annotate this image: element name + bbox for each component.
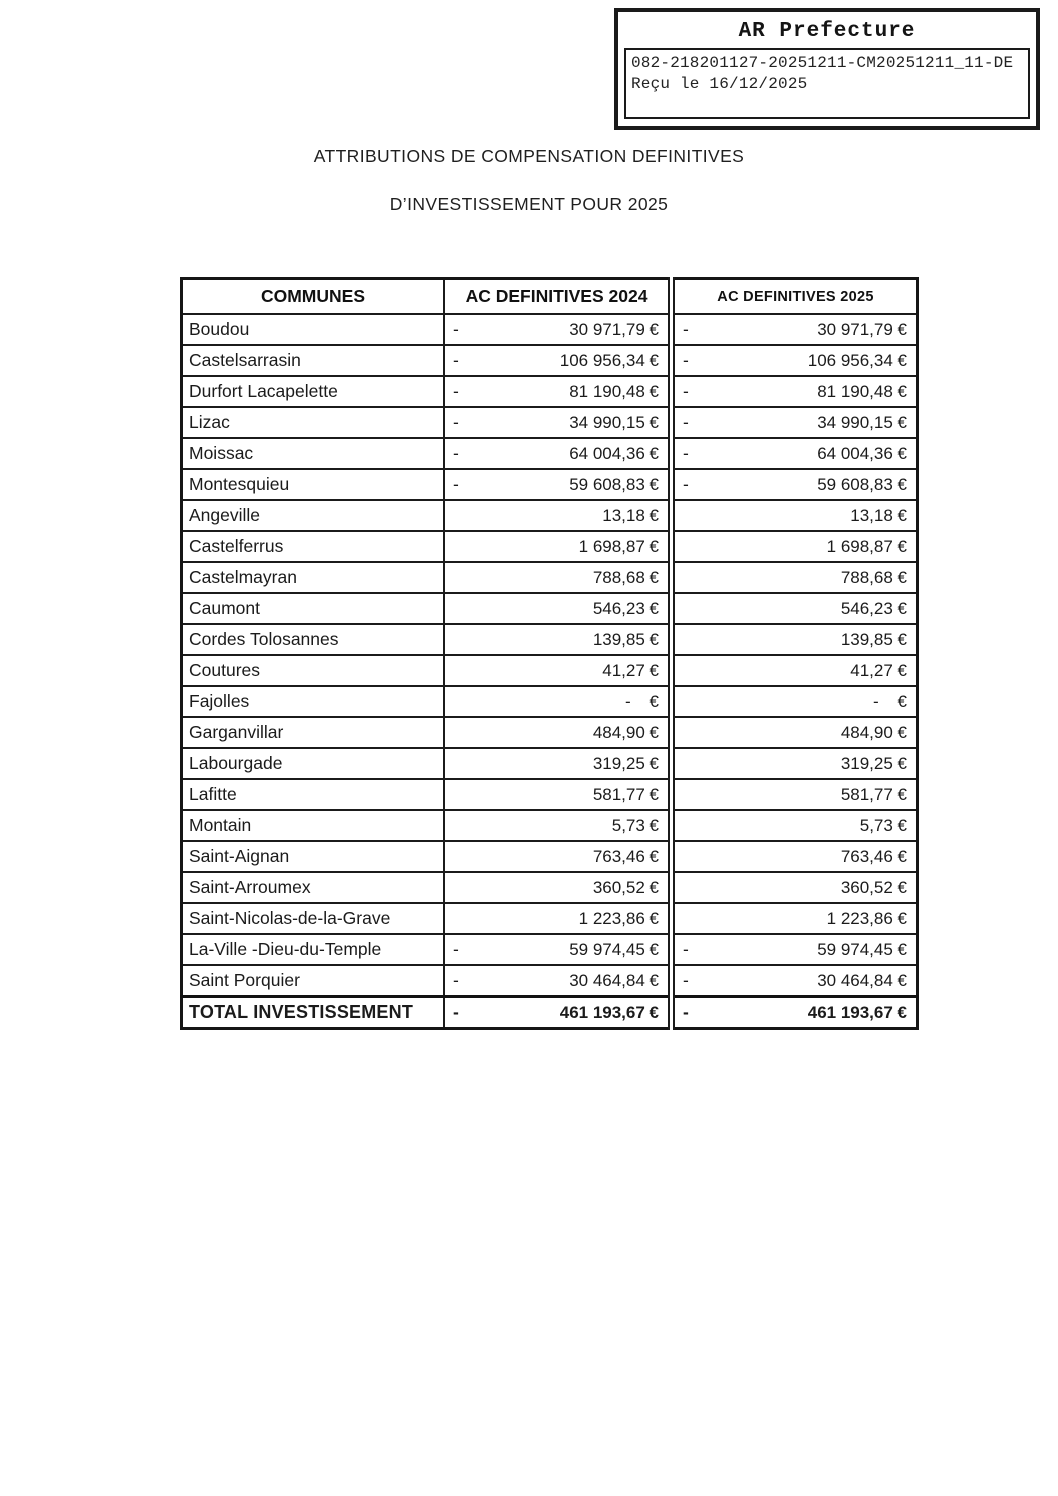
amount-value: 106 956,34 € [807, 351, 907, 370]
ac-2025-cell [672, 965, 918, 997]
document-title [0, 146, 1058, 215]
commune-name: Boudou [182, 314, 445, 345]
title-line-1: ATTRIBUTIONS DE COMPENSATION DEFINITIVES [313, 146, 745, 166]
amount-value: 360,52 € [592, 878, 659, 897]
ac-2025-cell [672, 686, 918, 717]
ac-2025-cell [672, 500, 918, 531]
amount-value: 788,68 € [840, 568, 907, 587]
table-header-row [182, 279, 918, 315]
commune-name: Garganvillar [182, 717, 445, 748]
ac-2024-cell [444, 500, 672, 531]
amount-value: 546,23 € [840, 599, 907, 618]
ac-2025-cell [672, 748, 918, 779]
header-communes: COMMUNES [182, 279, 445, 315]
ac-2025-cell [672, 872, 918, 903]
ac-2024-cell [444, 655, 672, 686]
amount-value: 81 190,48 € [817, 382, 907, 401]
amount-value: 461 193,67 € [559, 1003, 659, 1022]
amount-value: 106 956,34 € [559, 351, 659, 370]
negative-sign: - [683, 1002, 689, 1022]
ac-2024-cell [444, 376, 672, 407]
table-row [182, 531, 918, 562]
table-row [182, 872, 918, 903]
amount-value: - € [624, 692, 659, 711]
amount-value: 59 974,45 € [569, 940, 659, 959]
commune-name: Lafitte [182, 779, 445, 810]
header-ac-definitives-2024: AC DEFINITIVES 2024 [444, 279, 672, 315]
amount-value: 30 464,84 € [569, 971, 659, 990]
amount-value: 763,46 € [592, 847, 659, 866]
ac-2024-cell [444, 779, 672, 810]
ac-2024-cell [444, 997, 672, 1029]
commune-name: Labourgade [182, 748, 445, 779]
negative-sign: - [453, 1002, 459, 1022]
amount-value: 484,90 € [592, 723, 659, 742]
ac-2025-cell [672, 593, 918, 624]
header-ac-definitives-2025: AC DEFINITIVES 2025 [672, 279, 918, 315]
amount-value: 30 971,79 € [569, 320, 659, 339]
ac-2024-cell [444, 717, 672, 748]
table-row [182, 965, 918, 997]
table-row [182, 469, 918, 500]
amount-value: 81 190,48 € [569, 382, 659, 401]
amount-value: 59 974,45 € [817, 940, 907, 959]
ac-2025-cell [672, 314, 918, 345]
table-row [182, 345, 918, 376]
commune-name: Fajolles [182, 686, 445, 717]
commune-name: La-Ville -Dieu-du-Temple [182, 934, 445, 965]
commune-name: Caumont [182, 593, 445, 624]
ac-2025-cell [672, 438, 918, 469]
table-row [182, 717, 918, 748]
ac-2024-cell [444, 872, 672, 903]
table-row [182, 686, 918, 717]
stamp-reference-number: 082-218201127-20251211-CM20251211_11-DE [631, 54, 1014, 72]
negative-sign: - [453, 939, 459, 959]
ac-2024-cell [444, 810, 672, 841]
ac-2024-cell [444, 531, 672, 562]
negative-sign: - [683, 350, 689, 370]
amount-value: 64 004,36 € [569, 444, 659, 463]
ac-2024-cell [444, 934, 672, 965]
ac-2024-cell [444, 345, 672, 376]
amount-value: 5,73 € [611, 816, 659, 835]
amount-value: 1 223,86 € [826, 909, 907, 928]
ac-2025-cell [672, 345, 918, 376]
ac-2025-cell [672, 407, 918, 438]
ac-2025-cell [672, 903, 918, 934]
amount-value: 64 004,36 € [817, 444, 907, 463]
amount-value: 1 223,86 € [578, 909, 659, 928]
commune-name: Coutures [182, 655, 445, 686]
ac-2024-cell [444, 624, 672, 655]
table-row [182, 407, 918, 438]
ac-2024-cell [444, 593, 672, 624]
negative-sign: - [683, 381, 689, 401]
commune-name: Saint-Arroumex [182, 872, 445, 903]
stamp-inner-box [624, 48, 1030, 119]
amount-value: 13,18 € [602, 506, 659, 525]
prefecture-stamp [614, 8, 1040, 130]
amount-value: 360,52 € [840, 878, 907, 897]
ac-2025-cell [672, 655, 918, 686]
table-row [182, 903, 918, 934]
ac-2025-cell [672, 717, 918, 748]
amount-value: - € [872, 692, 907, 711]
table-row [182, 562, 918, 593]
table-row [182, 500, 918, 531]
negative-sign: - [453, 443, 459, 463]
table-row [182, 934, 918, 965]
table-row [182, 314, 918, 345]
ac-2025-cell [672, 562, 918, 593]
commune-name: Castelsarrasin [182, 345, 445, 376]
ac-2025-cell [672, 469, 918, 500]
table-row [182, 810, 918, 841]
table-row [182, 438, 918, 469]
table-body [182, 314, 918, 1029]
commune-name: TOTAL INVESTISSEMENT [182, 997, 445, 1029]
amount-value: 1 698,87 € [578, 537, 659, 556]
negative-sign: - [453, 381, 459, 401]
ac-2025-cell [672, 779, 918, 810]
ac-2024-cell [444, 438, 672, 469]
amount-value: 1 698,87 € [826, 537, 907, 556]
ac-2024-cell [444, 407, 672, 438]
negative-sign: - [683, 939, 689, 959]
amount-value: 581,77 € [840, 785, 907, 804]
commune-name: Saint-Aignan [182, 841, 445, 872]
negative-sign: - [453, 350, 459, 370]
ac-2024-cell [444, 314, 672, 345]
amount-value: 59 608,83 € [569, 475, 659, 494]
amount-value: 139,85 € [592, 630, 659, 649]
negative-sign: - [683, 319, 689, 339]
commune-name: Angeville [182, 500, 445, 531]
ac-2025-cell [672, 934, 918, 965]
amount-value: 13,18 € [850, 506, 907, 525]
amount-value: 484,90 € [840, 723, 907, 742]
negative-sign: - [453, 474, 459, 494]
ac-2024-cell [444, 469, 672, 500]
commune-name: Castelferrus [182, 531, 445, 562]
negative-sign: - [683, 474, 689, 494]
stamp-title: AR Prefecture [738, 20, 916, 43]
commune-name: Saint Porquier [182, 965, 445, 997]
amount-value: 5,73 € [859, 816, 907, 835]
ac-2025-cell [672, 810, 918, 841]
negative-sign: - [683, 443, 689, 463]
ac-2024-cell [444, 748, 672, 779]
commune-name: Saint-Nicolas-de-la-Grave [182, 903, 445, 934]
amount-value: 546,23 € [592, 599, 659, 618]
ac-2024-cell [444, 686, 672, 717]
commune-name: Moissac [182, 438, 445, 469]
commune-name: Cordes Tolosannes [182, 624, 445, 655]
negative-sign: - [453, 319, 459, 339]
amount-value: 319,25 € [592, 754, 659, 773]
negative-sign: - [453, 412, 459, 432]
commune-name: Montesquieu [182, 469, 445, 500]
table-row [182, 376, 918, 407]
ac-2025-cell [672, 841, 918, 872]
ac-2024-cell [444, 841, 672, 872]
amount-value: 139,85 € [840, 630, 907, 649]
table-row [182, 624, 918, 655]
amount-value: 30 971,79 € [817, 320, 907, 339]
commune-name: Castelmayran [182, 562, 445, 593]
title-line-2: D’INVESTISSEMENT POUR 2025 [389, 194, 669, 214]
commune-name: Lizac [182, 407, 445, 438]
ac-2025-cell [672, 624, 918, 655]
negative-sign: - [453, 970, 459, 990]
ac-2025-cell [672, 531, 918, 562]
amount-value: 788,68 € [592, 568, 659, 587]
table-row [182, 593, 918, 624]
ac-2025-cell [672, 376, 918, 407]
table-total-row [182, 997, 918, 1029]
amount-value: 34 990,15 € [817, 413, 907, 432]
stamp-received-date: Reçu le 16/12/2025 [631, 75, 808, 93]
negative-sign: - [683, 412, 689, 432]
ac-2024-cell [444, 562, 672, 593]
amount-value: 59 608,83 € [817, 475, 907, 494]
amount-value: 41,27 € [602, 661, 659, 680]
amount-value: 461 193,67 € [807, 1003, 907, 1022]
amount-value: 763,46 € [840, 847, 907, 866]
table-row [182, 779, 918, 810]
ac-2024-cell [444, 965, 672, 997]
amount-value: 34 990,15 € [569, 413, 659, 432]
amount-value: 319,25 € [840, 754, 907, 773]
compensation-table [180, 277, 919, 1030]
commune-name: Montain [182, 810, 445, 841]
table-row [182, 748, 918, 779]
commune-name: Durfort Lacapelette [182, 376, 445, 407]
amount-value: 30 464,84 € [817, 971, 907, 990]
negative-sign: - [683, 970, 689, 990]
ac-2024-cell [444, 903, 672, 934]
table-row [182, 655, 918, 686]
table-row [182, 841, 918, 872]
amount-value: 41,27 € [850, 661, 907, 680]
ac-2025-cell [672, 997, 918, 1029]
amount-value: 581,77 € [592, 785, 659, 804]
